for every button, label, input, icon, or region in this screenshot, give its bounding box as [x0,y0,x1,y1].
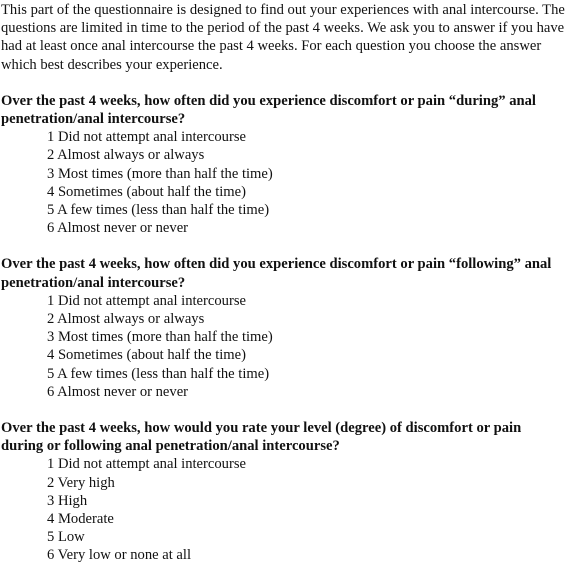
question-2 [1,255,565,401]
answer-option: 6 Almost never or never [47,220,189,237]
answer-option: 1 Did not attempt anal intercourse [47,129,246,146]
answer-option: 5 A few times (less than half the time) [47,365,270,382]
answer-option: 3 Most times (more than half the time) [47,165,273,182]
answer-option: 2 Very high [47,474,115,491]
answer-option: 3 Most times (more than half the time) [47,329,273,346]
intro-paragraph: This part of the questionnaire is designed to find out your experiences with anal intercourse. The questions are limited in time to the period of the past 4 weeks. We ask you to answer if you have had at least once anal intercourse the past 4 weeks. For each question you choose the answer which best describes your experience. [1,2,565,73]
answer-option: 1 Did not attempt anal intercourse [47,292,246,309]
answer-options [1,292,565,401]
question-text: Over the past 4 weeks, how would you rate your level (degree) of discomfort or pain during or following anal penetration/anal intercourse? [1,420,522,455]
question-1 [1,92,565,238]
answer-options [1,455,565,564]
answer-option: 5 A few times (less than half the time) [47,202,270,219]
answer-option: 3 High [47,492,88,509]
answer-option: 2 Almost always or always [47,311,205,328]
question-text: Over the past 4 weeks, how often did you experience discomfort or pain “following” anal penetration/anal intercourse? [1,256,552,291]
answer-option: 4 Sometimes (about half the time) [47,347,246,364]
answer-option: 5 Low [47,529,85,546]
answer-option: 6 Almost never or never [47,383,189,400]
answer-option: 2 Almost always or always [47,147,205,164]
answer-option: 4 Moderate [47,511,114,528]
questionnaire-document [1,0,565,565]
question-text: Over the past 4 weeks, how often did you experience discomfort or pain “during” anal penetration/anal intercourse? [1,92,536,128]
answer-option: 4 Sometimes (about half the time) [47,183,246,200]
question-3 [1,419,565,565]
answer-option: 1 Did not attempt anal intercourse [47,456,246,473]
answer-options [1,128,565,237]
answer-option: 6 Very low or none at all [47,547,192,564]
